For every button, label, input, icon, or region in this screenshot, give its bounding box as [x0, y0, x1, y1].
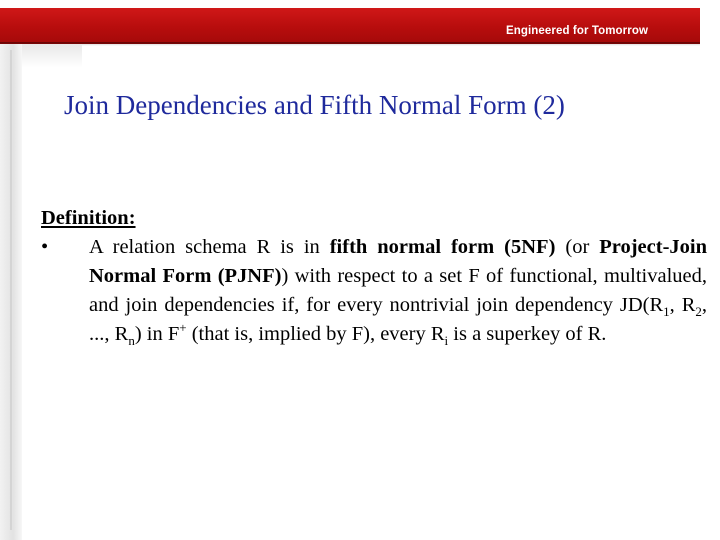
term-pjnf: Project-Join Normal Form (PJNF) — [89, 236, 708, 287]
text-segment: ) with respect to a set F of functional, multivalued, and join dependencies if, for every nontrivial join dependency JD(R — [89, 265, 707, 316]
header-shadow — [0, 42, 700, 46]
text-segment: ) in F — [134, 323, 180, 345]
subscript: 1 — [663, 304, 670, 320]
header-banner — [0, 8, 700, 44]
bullet-text — [89, 233, 707, 349]
text-segment: (that is, implied by F), every R — [186, 323, 445, 345]
text-segment: (or — [555, 236, 600, 258]
subscript: n — [128, 333, 135, 349]
text-segment: A relation schema R is in — [89, 236, 330, 258]
header-notch — [22, 44, 82, 68]
superscript: + — [179, 320, 187, 336]
bullet-icon: • — [41, 236, 49, 258]
text-segment: , ..., R — [89, 294, 707, 345]
definition-heading: Definition: — [41, 207, 136, 229]
text-segment: , R — [669, 294, 696, 316]
slide-title: Join Dependencies and Fifth Normal Form (2) — [64, 90, 565, 120]
slide-content — [41, 204, 707, 349]
left-bar-edge — [10, 50, 12, 530]
text-segment: is a superkey of R. — [448, 323, 607, 345]
header-tagline: Engineered for Tomorrow — [505, 25, 648, 37]
bullet-item — [41, 233, 707, 349]
term-5nf: fifth normal form (5NF) — [329, 236, 556, 258]
subscript: 2 — [695, 304, 702, 320]
subscript: i — [444, 333, 449, 349]
